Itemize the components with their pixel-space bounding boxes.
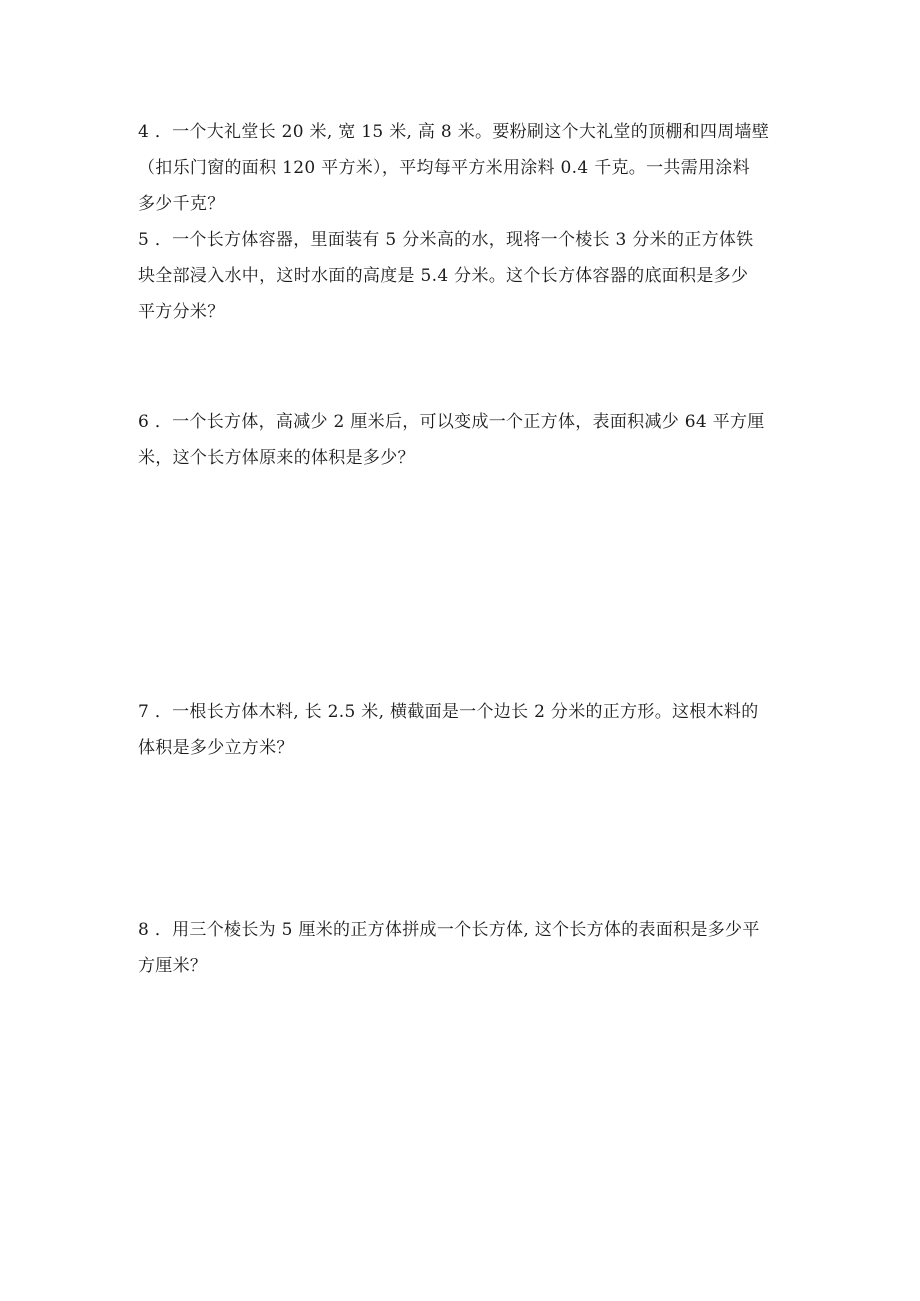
problem-8 (138, 912, 794, 984)
problem-4-line-2: （扣乐门窗的面积 120 平方米），平均每平方米用涂料 0.4 千克。一共需用涂料 (138, 158, 750, 178)
problem-4-line-3: 多少千克？ (138, 194, 225, 214)
problem-7-line-1: 7 ．一根长方体木料, 长 2.5 米, 横截面是一个边长 2 分米的正方形。这根木料的 (138, 702, 759, 722)
problem-6 (138, 404, 794, 476)
problem-8-line-2: 方厘米？ (138, 956, 208, 976)
problem-6-line-2: 米，这个长方体原来的体积是多少？ (138, 448, 415, 468)
problem-6-line-1: 6 ．一个长方体，高减少 2 厘米后，可以变成一个正方体，表面积减少 64 平方厘 (138, 412, 765, 432)
problem-5-line-2: 块全部浸入水中，这时水面的高度是 5.4 分米。这个长方体容器的底面积是多少 (138, 266, 749, 286)
problem-7 (138, 694, 794, 766)
problem-5 (138, 222, 794, 330)
problem-5-line-1: 5 ．一个长方体容器，里面装有 5 分米高的水，现将一个棱长 3 分米的正方体铁 (138, 230, 754, 250)
problem-7-line-2: 体积是多少立方米？ (138, 738, 294, 758)
problem-4 (138, 114, 794, 222)
problem-4-line-1: 4 ．一个大礼堂长 20 米, 宽 15 米, 高 8 米。要粉刷这个大礼堂的顶棚和四周墙壁 (138, 122, 770, 142)
problem-8-line-1: 8 ．用三个棱长为 5 厘米的正方体拼成一个长方体, 这个长方体的表面积是多少平 (138, 920, 760, 940)
problem-5-line-3: 平方分米？ (138, 302, 225, 322)
